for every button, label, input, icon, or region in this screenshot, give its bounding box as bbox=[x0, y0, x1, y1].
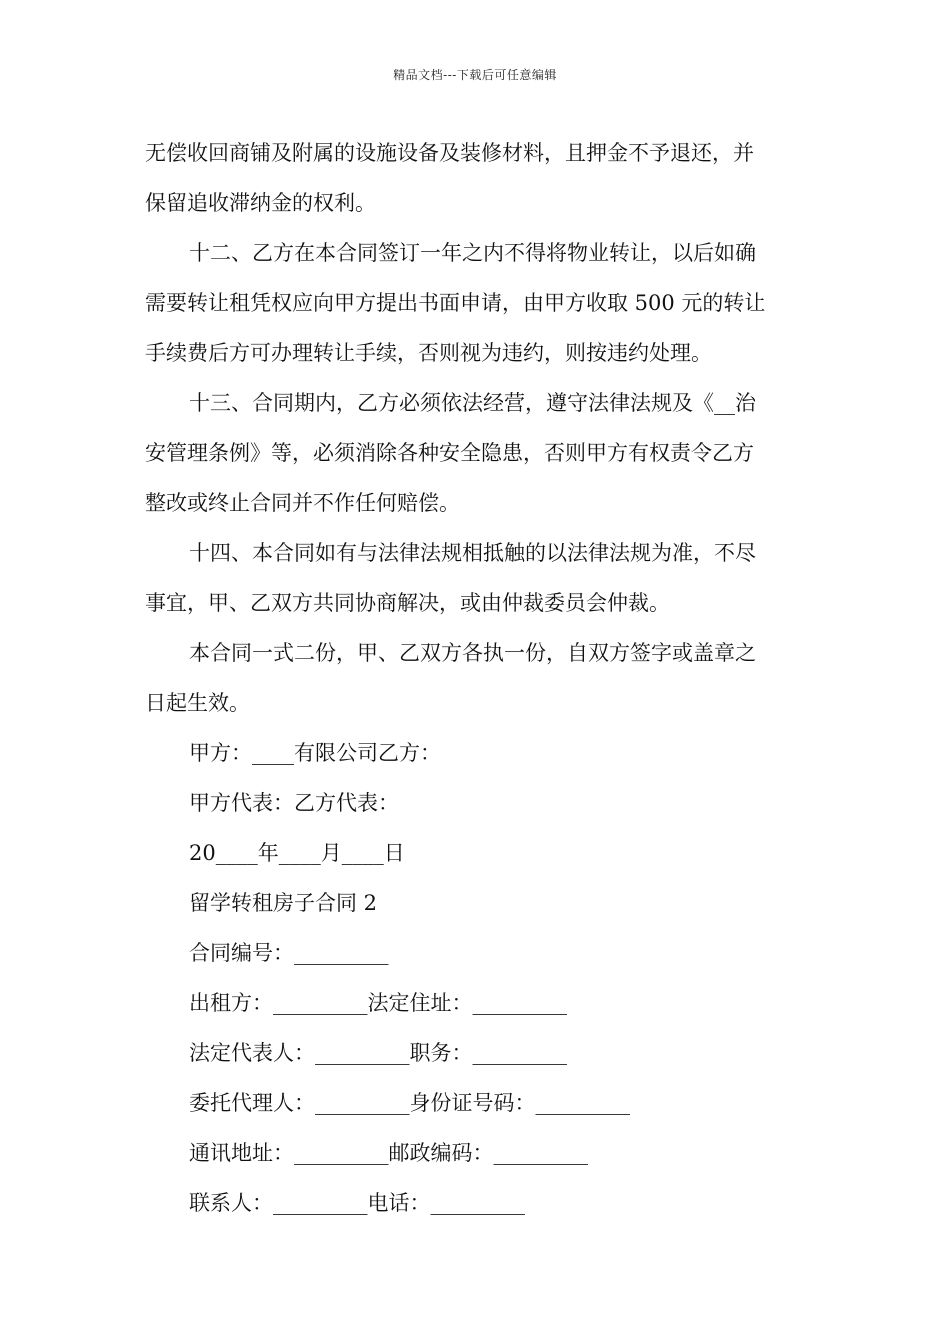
clause-12-line: 十二、乙方在本合同签订一年之内不得将物业转让，以后如确 bbox=[189, 241, 756, 265]
clause-13-line: 整改或终止合同并不作任何赔偿。 bbox=[145, 491, 460, 515]
date-line: 20____年____月____日 bbox=[189, 841, 405, 865]
document-body bbox=[145, 128, 813, 1228]
clause-14-line: 十四、本合同如有与法律法规相抵触的以法律法规为准，不尽 bbox=[189, 541, 756, 565]
agent-field: 委托代理人：_________身份证号码：_________ bbox=[189, 1091, 630, 1115]
contact-field: 联系人：_________电话：_________ bbox=[189, 1191, 525, 1215]
effectiveness-line: 日起生效。 bbox=[145, 691, 250, 715]
clause-13-line: 安管理条例》等，必须消除各种安全隐患，否则甲方有权责令乙方 bbox=[145, 441, 754, 465]
lessor-field: 出租方：_________法定住址：_________ bbox=[189, 991, 567, 1015]
section-title: 留学转租房子合同 2 bbox=[189, 891, 378, 915]
representative-line: 甲方代表：乙方代表： bbox=[189, 791, 399, 815]
clause-12-line: 需要转让租凭权应向甲方提出书面申请，由甲方收取 500 元的转让 bbox=[145, 291, 766, 315]
address-field: 通讯地址：_________邮政编码：_________ bbox=[189, 1141, 588, 1165]
party-line: 甲方：____有限公司乙方： bbox=[189, 741, 441, 765]
clause-12-line: 手续费后方可办理转让手续，否则视为违约，则按违约处理。 bbox=[145, 341, 712, 365]
effectiveness-line: 本合同一式二份，甲、乙双方各执一份，自双方签字或盖章之 bbox=[189, 641, 756, 665]
legal-rep-field: 法定代表人：_________职务：_________ bbox=[189, 1041, 567, 1065]
clause-14-line: 事宜，甲、乙双方共同协商解决，或由仲裁委员会仲裁。 bbox=[145, 591, 670, 615]
clause-13-line: 十三、合同期内，乙方必须依法经营，遵守法律法规及《__治 bbox=[189, 391, 756, 415]
contract-number-field: 合同编号：_________ bbox=[189, 941, 389, 965]
page-header: 精品文档---下载后可任意编辑 bbox=[393, 68, 557, 82]
paragraph-line: 无偿收回商铺及附属的设施设备及装修材料，且押金不予退还，并 bbox=[145, 141, 754, 165]
paragraph-line: 保留追收滞纳金的权利。 bbox=[145, 191, 376, 215]
